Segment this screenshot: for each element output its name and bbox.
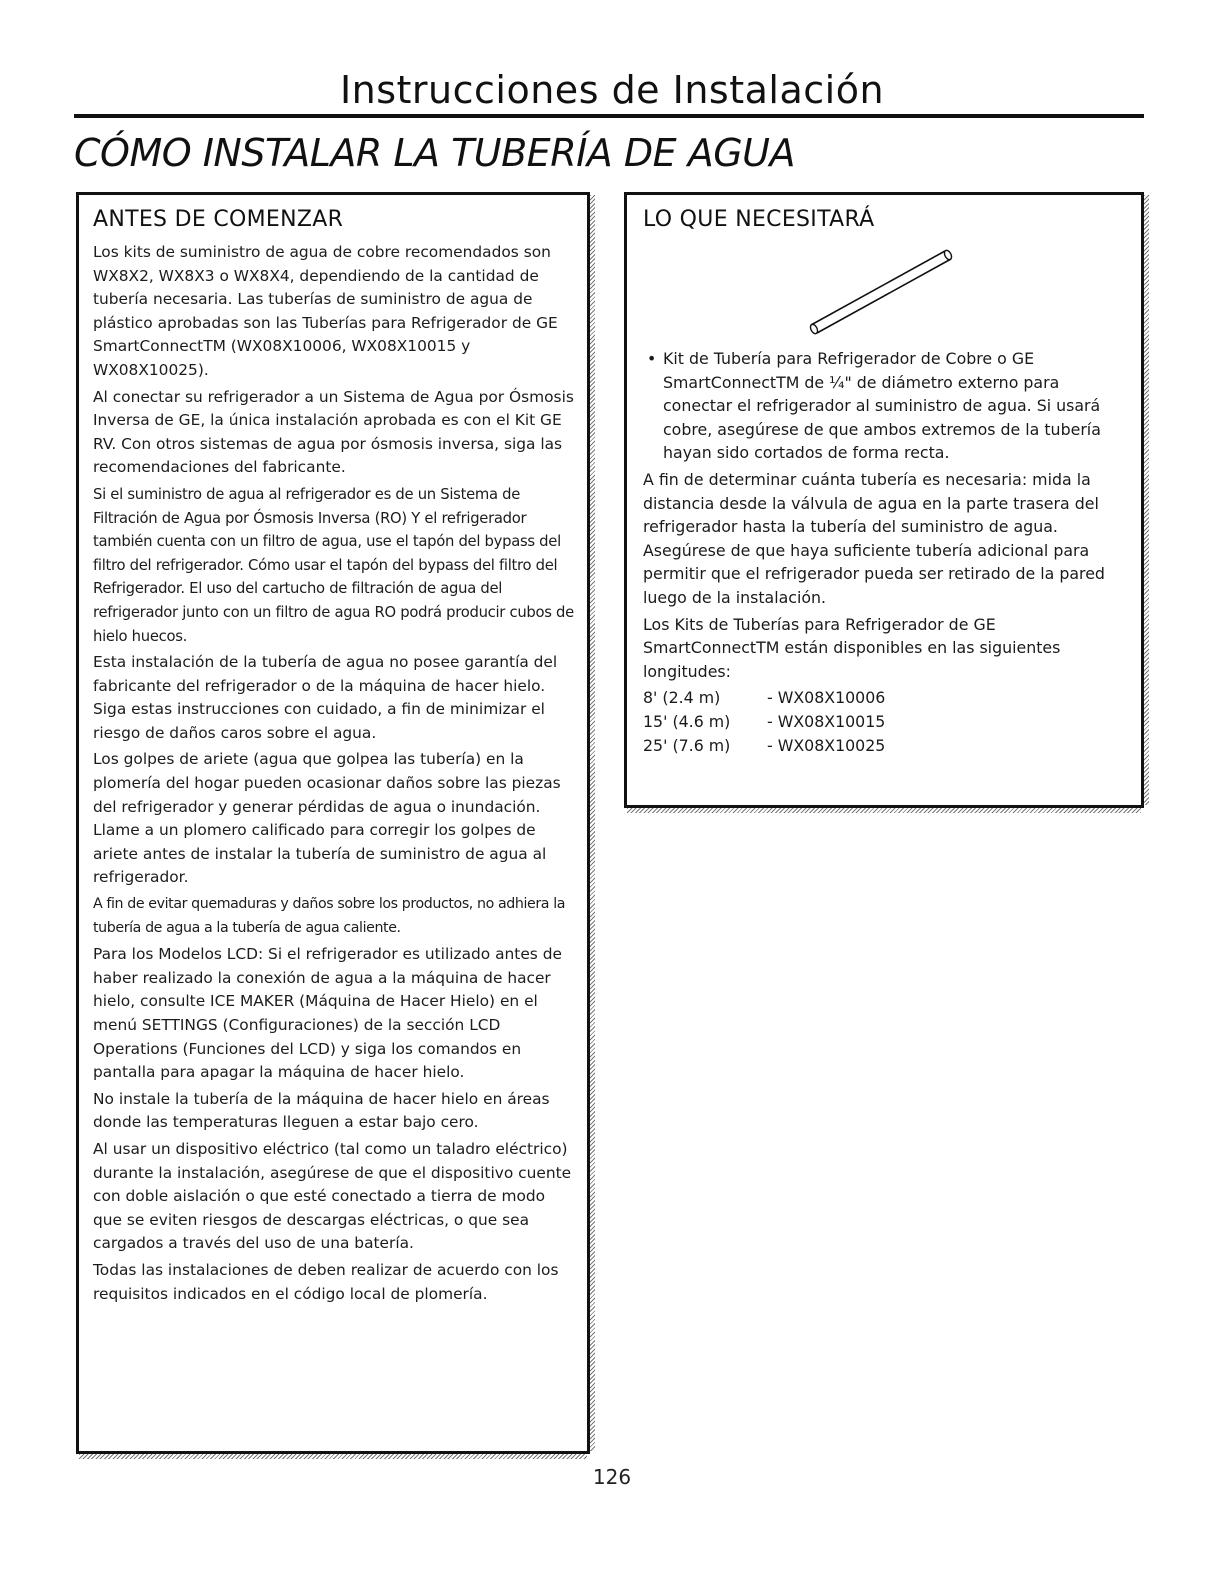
tubing-kit-bullet: [643, 347, 1131, 465]
page-header-title: Instrucciones de Instalación: [339, 68, 885, 112]
paragraph-measure-tubing: A fin de determinar cuánta tubería es necesaria: mida la distancia desde la válvula de agua en la parte trasera del refrigerador hasta la tubería del suministro de agua. Asegúrese de que haya suficiente tubería adicional para permitir que el refrigerador pueda ser retirado de la pared luego de la instalación.: [643, 469, 1105, 607]
length-cell: 8' (2.4 m): [643, 688, 721, 708]
before-you-begin-box: [76, 192, 590, 1454]
before-you-begin-title: ANTES DE COMENZAR: [93, 207, 344, 232]
what-you-need-box: [624, 192, 1144, 808]
length-cell: 25' (7.6 m): [643, 735, 731, 755]
lengths-table: [643, 686, 885, 757]
part-number-cell: - WX08X10025: [767, 735, 886, 755]
paragraph-copper-kits: Los kits de suministro de agua de cobre recomendados son WX8X2, WX8X3 o WX8X4, dependiendo de la cantidad de tubería necesaria. Las tuberías de suministro de agua de plástico aprobadas son las Tuberías para Refrigerador de GE SmartConnectTM (WX08X10006, WX08X10015 y WX08X10025).: [93, 243, 558, 379]
table-row: [643, 686, 885, 710]
paragraph-ro-filter-bypass: Si el suministro de agua al refrigerador es de un Sistema de Filtración de Agua por Ósmosis Inversa (RO) Y el refrigerador también cuenta con un filtro de agua, use el tapón del bypass del filtro del refrigerador. Cómo usar el tapón del bypass del filtro del Refrigerador. El uso del cartucho de filtración de agua del refrigerador junto con un filtro de agua RO podrá producir cubos de hielo huecos.: [93, 485, 574, 645]
paragraph-water-hammer: Los golpes de ariete (agua que golpea las tubería) en la plomería del hogar pueden ocasionar daños sobre las piezas del refrigerador y generar pérdidas de agua o inundación. Llame a un plomero calificado para corregir los golpes de ariete antes de instalar la tubería de suministro de agua al refrigerador.: [93, 750, 561, 887]
paragraph-warranty: Esta instalación de la tubería de agua no posee garantía del fabricante del refrigerador o de la máquina de hacer hielo. Siga estas instrucciones con cuidado, a fin de minimizar el riesgo de daños caros sobre el agua.: [93, 653, 558, 742]
table-row: [643, 734, 885, 758]
bullet-icon: •: [647, 349, 657, 368]
what-you-need-title: LO QUE NECESITARÁ: [643, 207, 875, 232]
tubing-kit-text: Kit de Tubería para Refrigerador de Cobre o GE SmartConnectTM de ¼" de diámetro externo para conectar el refrigerador al suministro de agua. Si usará cobre, asegúrese de que ambos extremos de la tubería hayan sido cortados de forma recta.: [663, 349, 1101, 463]
section-title: CÓMO INSTALAR LA TUBERÍA DE AGUA: [74, 131, 795, 175]
part-number-cell: - WX08X10015: [767, 711, 886, 731]
paragraph-lcd-models: Para los Modelos LCD: Si el refrigerador es utilizado antes de haber realizado la conexión de agua a la máquina de hacer hielo, consulte ICE MAKER (Máquina de Hacer Hielo) en el menú SETTINGS (Configuraciones) de la sección LCD Operations (Funciones del LCD) y siga los comandos en pantalla para apagar la máquina de hacer hielo.: [93, 945, 562, 1082]
tubing-illustration-icon: [799, 241, 959, 341]
paragraph-available-lengths: Los Kits de Tuberías para Refrigerador de GE SmartConnectTM están disponibles en las siguientes longitudes:: [643, 614, 1061, 681]
table-row: [643, 710, 885, 734]
paragraph-plumbing-code: Todas las instalaciones de deben realizar de acuerdo con los requisitos indicados en el código local de plomería.: [93, 1260, 559, 1303]
paragraph-burn-warning: A fin de evitar quemaduras y daños sobre los productos, no adhiera la tubería de agua a la tubería de agua caliente.: [93, 896, 566, 936]
paragraph-electric-device: Al usar un dispositivo eléctrico (tal como un taladro eléctrico) durante la instalación, asegúrese de que el dispositivo cuente con doble aislación o que esté conectado a tierra de modo que se eviten riesgos de descargas eléctricas, o que sea cargados a través del uso de una batería.: [93, 1139, 572, 1253]
header-divider: [74, 114, 1144, 118]
length-cell: 15' (4.6 m): [643, 711, 731, 731]
page-number: 126: [592, 1465, 632, 1489]
paragraph-reverse-osmosis: Al conectar su refrigerador a un Sistema de Agua por Ósmosis Inversa de GE, la única instalación aprobada es con el Kit GE RV. Con otros sistemas de agua por ósmosis inversa, siga las recomendaciones del fabricante.: [93, 387, 574, 477]
paragraph-freezing-areas: No instale la tubería de la máquina de hacer hielo en áreas donde las temperaturas lleguen a estar bajo cero.: [93, 1089, 550, 1132]
part-number-cell: - WX08X10006: [767, 688, 886, 708]
